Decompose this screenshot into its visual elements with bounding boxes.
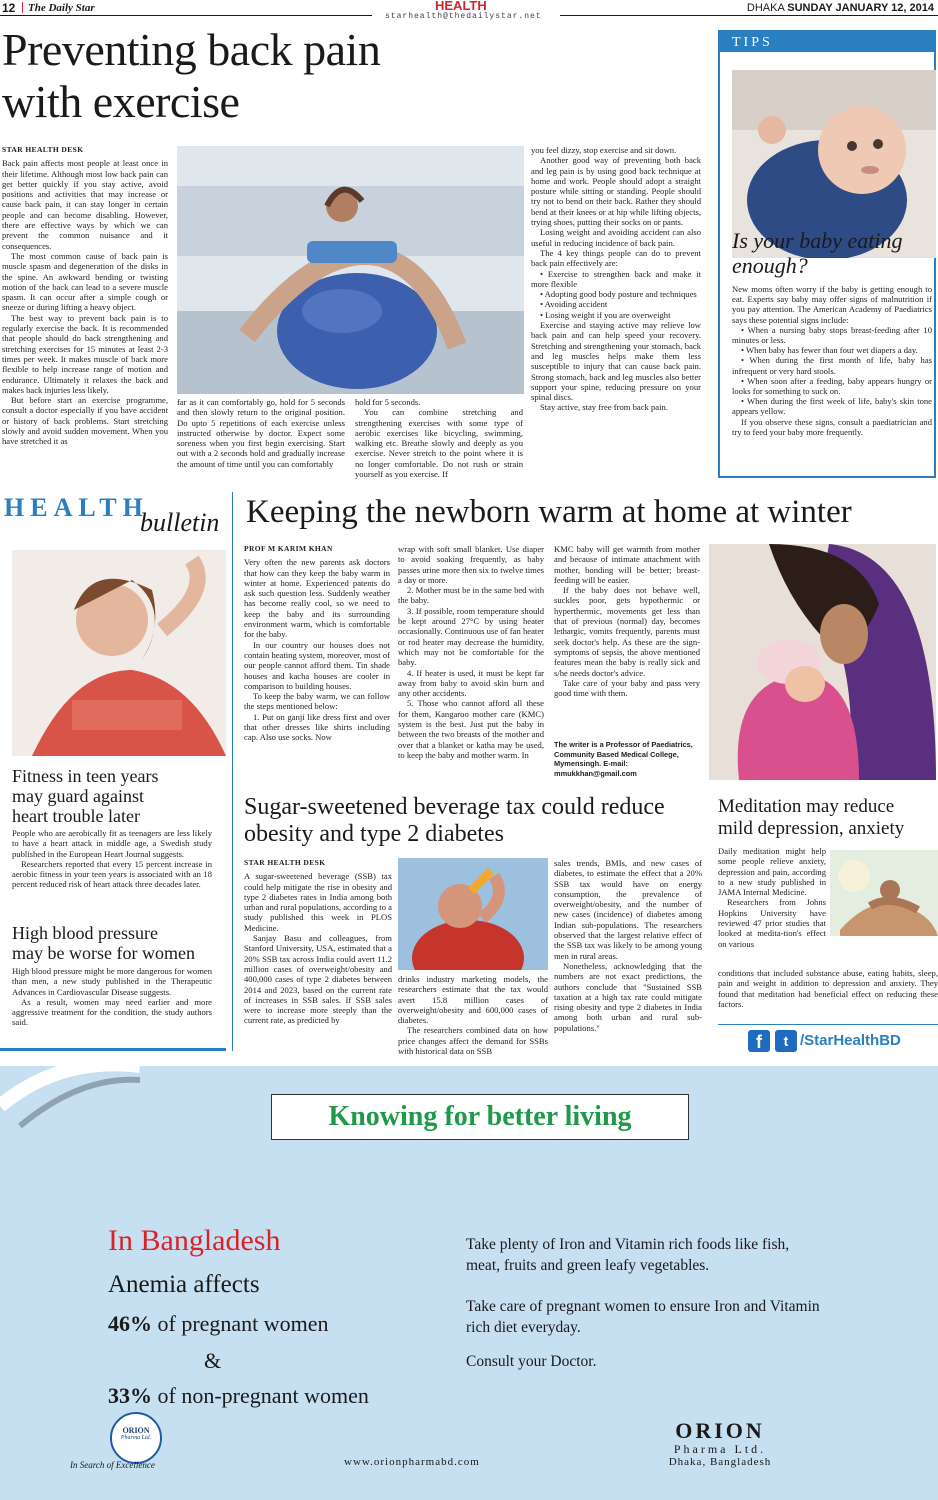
exercise-ball-photo (177, 146, 524, 394)
main-article-title: Preventing back pain with exercise (2, 24, 381, 127)
teen-fitness-photo (12, 550, 226, 756)
main-article-col2: far as it can comfortably go, hold for 5 seconds and then slowly return to the original position. Do upto 5 repetitions of each exercise unless instructed otherwise by doctor. Expect some soreness when you first begin exercising. Start out with a 2 seconds hold and gradually increase the amount of time until you can comfortably (177, 397, 345, 469)
facebook-icon[interactable]: f (748, 1030, 770, 1052)
meditation-title: Meditation may reduce mild depression, anxiety (718, 796, 905, 839)
tips-text: New moms often worry if the baby is getting enough to eat. Experts say baby may offer signs of malnutrition if you pay attention. The American Academy of Paediatrics says these potential signs include: • When a nursing baby stops breast-feeding after 10 minutes or less. • When baby has fewer than four wet diapers a day. • When during the first month of life, baby has infrequent or very hard stools. • When soon after a feeding, baby appears hungry or looks for something to suck on. • When during the first week of life, baby's skin tone appears yellow. If you observe these signs, consult a paediatrician and try to feed your baby more frequently. (732, 284, 932, 437)
byline: STAR HEALTH DESK (2, 145, 84, 154)
brand-location: Dhaka, Bangladesh (668, 1456, 772, 1468)
meditation-article (714, 792, 938, 1062)
main-article (0, 18, 714, 490)
main-article-col1: STAR HEALTH DESK Back pain affects most people at least once in their lifetime. Although most low back pain can get better quickly if you stay active, avoid positions and activities that may increase or cause back pain, it can stay longer in certain people and can become disabling. However, there are effective ways by which we can prevent the common nuisance and it consequences. The most common cause of back pain is muscle spasm and degeneration of the disks in the spine. An awkward bending or twisting motion of the back can lead to a severe muscle spasm. It can occur after a simple cough or sneeze or during lifting a heavy object. The best way to prevent back pain is to regularly exercise the back. It is recommended that people should do back strengthening and stretching exercises for 15 minutes at least 2-3 times per week. It makes muscle of back more flexible to help increase range of motion and endurance. Ultimately it relaxes the back and makes back injuries less likely. But before start an exercise programme, consult a doctor especially if you have accident or history of back problems. Start stretching slowly and avoid sudden movement. When you have stretched it as (2, 145, 168, 447)
newborn-col3: KMC baby will get warmth from mother and because of intimate attachment with mother, bonding will be better; breast-feeding will be easier. If the baby does not behave well, suckles poor, gets hypothermic or hyperthermic, movements get less than that of previous (normal) day, becomes lethargic, vomits frequently, parents must seek doctor's help. As these are the sign-symptoms of sepsis, the above mentioned features mean the baby is really sick and s/he needs doctor's advice. Take care of your baby and pass very good time with them. (554, 544, 700, 699)
ssb-col2: drinks industry marketing models, the researchers estimate that the tax would avert 15.8 million cases of overweight/obesity and 600,000 cases of diabetes. The researchers combined data on how price changes affect the demand for SSBs with historical data on SSB (398, 974, 548, 1057)
meditation-text-wide: conditions that included substance abuse, eating habits, sleep, pain and weight in addition to depression and anxiety. They found that meditation had beneficial effect on reducing these factors. (718, 968, 938, 1009)
orion-round-logo: ORION Pharma Ltd. (110, 1412, 162, 1464)
brand-name: ORION (675, 1418, 765, 1443)
meditation-text-narrow: Daily meditation might help some people relieve anxiety, depression and pain, according to a new study published in JAMA Internal Medicine. Researchers from Johns Hopkins University have reviewed 47 prior studies that looked at medita-tion's effect on various (718, 846, 826, 949)
bulletin-item1-title: Fitness in teen years may guard against heart trouble later (12, 766, 159, 826)
ad-country: In Bangladesh (108, 1224, 281, 1257)
ssb-article (240, 792, 710, 1062)
ad-stat1: 46% of pregnant women (108, 1311, 329, 1336)
main-article-col4: you feel dizzy, stop exercise and sit down. Another good way of preventing both back and leg pain is by using good back technique at home and work. People should adopt a straight posture while sitting or standing. People should try not to bend on their back. Rather they should bend at their knees or at hip while lifting objects, trying shoes, putting their socks on or pants. Losing weight and avoiding accident can also useful in reducing incidence of back pain. The 4 key things people can do to prevent back pain effectively are: • Exercise to strengthen back and make it more flexible • Adopting good body posture and techniques • Avoiding accident • Losing weight if you are overweight Exercise and staying active may relieve low back pain and can help speed your recovery. Stretching and strengthening your stomach, back and leg muscles helps make them less susceptible to injury that can cause back pain. Strong stomach, back and leg muscles also better support your spine, reducing pressure on your spinal discs. Stay active, stay free from back pain. (531, 145, 701, 413)
section-email: starhealth@thedailystar.net (385, 12, 542, 21)
ad-headline: Knowing for better living (328, 1101, 632, 1132)
ad-tip3: Consult your Doctor. (466, 1353, 597, 1370)
meditation-photo (830, 850, 938, 936)
bulletin-label (4, 492, 234, 536)
ssb-illustration (398, 858, 548, 970)
main-article-col3: hold for 5 seconds. You can combine stretching and strengthening exercises with some type of aerobic exercises like bicycling, swimming, walking etc. Breathe slowly and deeply as you exercise. Never stretch to the point where it is no longer comfortable. Do not rush or strain yourself as you exercise. If (355, 397, 523, 480)
ad-tip1: Take plenty of Iron and Vitamin rich foods like fish, meat, fruits and green leafy vegetables. (466, 1236, 790, 1274)
ad-tip2: Take care of pregnant women to ensure Iron and Vitamin rich diet everyday. (466, 1298, 820, 1336)
bulletin-word: bulletin (140, 508, 220, 537)
twitter-icon[interactable]: t (775, 1030, 797, 1052)
social-bar[interactable] (718, 1024, 938, 1054)
ssb-obese-man-photo (398, 858, 548, 970)
tips-label-bar (720, 32, 934, 52)
ad-headline-box (271, 1094, 689, 1140)
mother-baby-photo (709, 544, 936, 780)
ad-tagline: In Search of Excellence (70, 1460, 155, 1470)
orion-advertisement (0, 1066, 938, 1500)
newborn-title: Keeping the newborn warm at home at winter (246, 494, 852, 530)
ad-anemia: Anemia affects (108, 1271, 260, 1298)
mother-baby-illustration (709, 544, 936, 780)
social-handle[interactable]: /StarHealthBD (800, 1032, 901, 1049)
ssb-byline: STAR HEALTH DESK (244, 858, 326, 867)
bulletin-health-word: HEALTH (4, 493, 149, 522)
page-number: 12 (2, 1, 16, 15)
paper-name: The Daily Star (28, 2, 95, 14)
bulletin-item2-title: High blood pressure may be worse for women (12, 923, 195, 963)
dateline (747, 1, 934, 15)
writer-note: The writer is a Professor of Paediatrics, Community Based Medical College, Mymensingh. E-mail: mmukkhan@gmail.com (554, 740, 693, 778)
orion-brand-block (660, 1420, 780, 1469)
city: DHAKA (746, 2, 785, 14)
bulletin-item2-text: High blood pressure might be more dangerous for women than men, a new study published in the Therapeutic Advances in Cardiovascular Disease suggests. As a result, women may need earlier and more aggressive treatment for the condition, the study authors said. (12, 966, 212, 1028)
ad-stat2: 33% of non-pregnant women (108, 1383, 369, 1408)
newborn-col1: PROF M KARIM KHAN Very often the new parents ask doctors that how can they keep the baby warm in winter at home. Experienced patents do ask such question less. Suddenly weather has become really cool, so we need to keep the baby and its surrounding environment warm, which is comfortable for the baby. In our country our houses does not contain heating system, moreover, most of our people cannot afford them. Tin shade houses and kacha houses are cooler in comparison to building houses. To keep the baby warm, we can follow the steps mentioned below: 1. Put on ganji like dress first and over that other dresses like shirts including cap. Also use socks. Now (244, 544, 390, 743)
newborn-col2: wrap with soft small blanket. Use diaper to avoid soaking frequently, as baby passes urine more then six to twelve times a day or more. 2. Mother must be in the same bed with the baby. 3. If possible, room temperature should be kept around 27°C by using heater occasionally. Continuous use of fan heater or rod heater may decrease the humidity, which may not be comfortable for the baby. 4. If heater is used, it must be kept far away from baby to avoid skin burn and any other accidents. 5. Those who cannot afford all these for them, Kangaroo mother care (KMC) system is the best. Just put the baby in between the two breasts of the mother and over that a blanket or katha may be used, to keep the baby and mother warm. In (398, 544, 544, 760)
ssb-title: Sugar-sweetened beverage tax could reduce obesity and type 2 diabetes (244, 794, 665, 847)
tips-box (718, 30, 936, 478)
ad-ampersand: & (204, 1348, 222, 1373)
newborn-article (240, 492, 938, 790)
ssb-col1: STAR HEALTH DESK A sugar-sweetened beverage (SSB) tax could help mitigate the rise in obesity and type 2 diabetes rates in India among both urban and rural populations, according to a study published this week in PLOS Medicine. Sanjay Basu and colleagues, from Stanford University, USA, estimated that a 20% SSB tax across India could avert 11.2 million cases of overweight/obesity and 400,000 cases of type 2 diabetes between 2014 and 2023, based on the current rate of increases in SSB sales. If SSB sales were to increase more steeply than the current rate, as predicted by (244, 858, 392, 1026)
health-bulletin (0, 492, 234, 1054)
meditation-illustration (830, 850, 938, 936)
decorative-arc (0, 1066, 140, 1146)
tips-title: Is your baby eating enough? (732, 228, 903, 278)
teen-fitness-illustration (12, 550, 226, 756)
newborn-byline: PROF M KARIM KHAN (244, 544, 333, 553)
tips-label: TIPS (732, 35, 773, 50)
ssb-col3: sales trends, BMIs, and new cases of diabetes, to estimate the effect that a 20% SSB tax would have on energy consumption, the prevalence of overweight/obesity, and the number of new cases (incidence) of diabetes among Indian sub-populations. The researchers observed that the largest relative effect of the SSB tax was likely to be among young men in rural areas. Nonetheless, acknowledging that the numbers are not exact predictions, the authors conclude that "Sustained SSB taxation at a high tax rate could mitigate rising obesity and type 2 diabetes in India among both urban and rural sub-populations." (554, 858, 702, 1033)
exercise-ball-illustration (177, 146, 524, 394)
section-name: HEALTH (435, 0, 487, 13)
ad-website[interactable]: www.orionpharmabd.com (344, 1456, 480, 1468)
brand-sub: Pharma Ltd. (673, 1442, 767, 1456)
bulletin-item1-text: People who are aerobically fit as teenagers are less likely to have a heart attack in middle age, a Swedish study published in the European Heart Journal suggests. Researchers reported that every 15 percent increase in aerobic fitness in your teen years is associated with an 18 percent reduced risk of heart attack three decades later. (12, 828, 212, 890)
date: SUNDAY JANUARY 12, 2014 (787, 2, 934, 14)
masthead (0, 0, 938, 21)
